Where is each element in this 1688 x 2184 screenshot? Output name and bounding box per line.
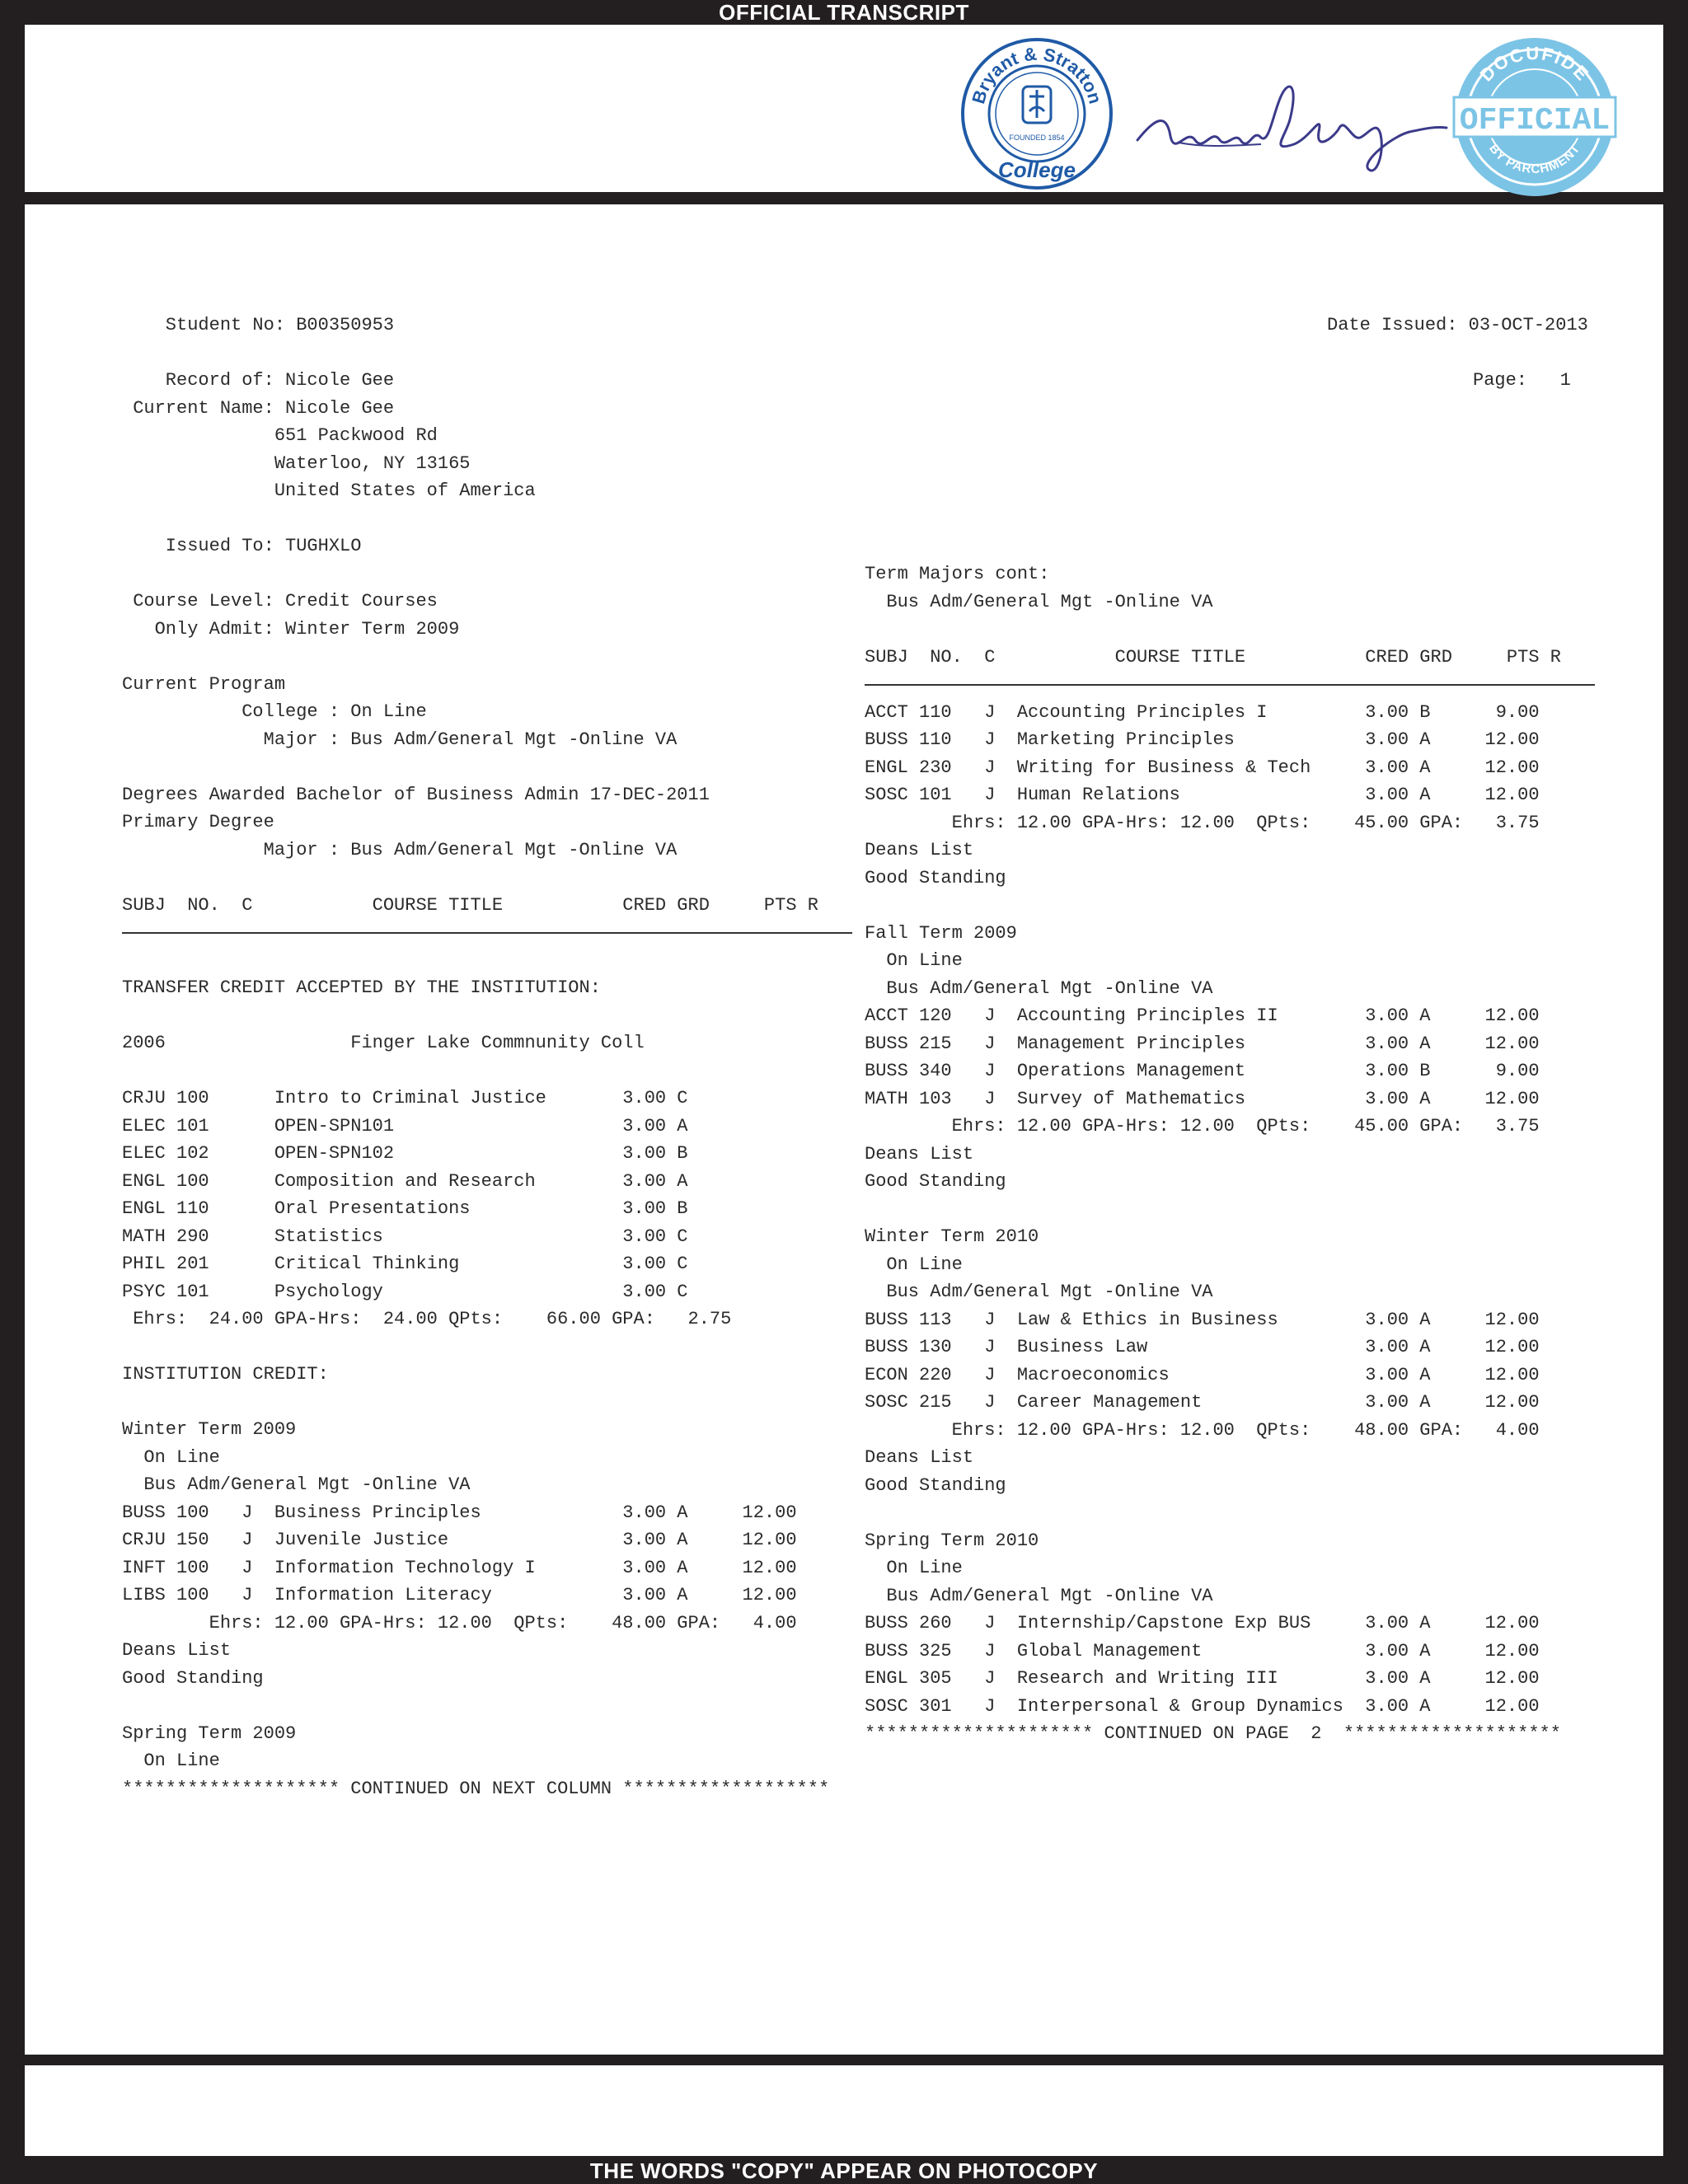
badge-top-text: DOCUFIDE — [1475, 42, 1594, 86]
official-badge-icon — [1452, 35, 1617, 199]
right-column-line: Good Standing — [865, 867, 1006, 888]
right-column-line: SUBJ NO. C COURSE TITLE CRED GRD PTS R — [865, 646, 1561, 668]
signature-icon — [1129, 62, 1459, 185]
right-column-line: ********************* CONTINUED ON PAGE 2 ******************** — [865, 1723, 1561, 1744]
left-column-line: Winter Term 2009 — [122, 1419, 297, 1440]
left-column-line: Major : Bus Adm/General Mgt -Online VA — [122, 839, 678, 860]
right-column-line — [865, 1499, 1561, 1527]
left-column-line: Major : Bus Adm/General Mgt -Online VA — [122, 729, 678, 750]
right-column-line: Deans List — [865, 1143, 974, 1165]
right-column-line: BUSS 110 J Marketing Principles 3.00 A 12.00 — [865, 729, 1540, 750]
right-column-line: SOSC 101 J Human Relations 3.00 A 12.00 — [865, 785, 1540, 805]
left-column-line: Course Level: Credit Courses — [122, 591, 438, 612]
left-column-line: Ehrs: 24.00 GPA-Hrs: 24.00 QPts: 66.00 GPA: 2.75 — [122, 1309, 732, 1329]
left-column-line: United States of America — [122, 480, 536, 501]
right-column-line: Bus Adm/General Mgt -Online VA — [865, 1282, 1213, 1302]
right-column-line: MATH 103 J Survey of Mathematics 3.00 A 12.00 — [865, 1088, 1540, 1109]
left-column-line: 651 Packwood Rd — [122, 425, 438, 446]
student-number: Student No: B00350953 — [122, 315, 395, 335]
right-column-line: ACCT 110 J Accounting Principles I 3.00 B 9.00 — [865, 701, 1540, 723]
right-column-line: BUSS 113 J Law & Ethics in Business 3.00 A 12.00 — [865, 1309, 1540, 1330]
left-column-line: Ehrs: 12.00 GPA-Hrs: 12.00 QPts: 48.00 GPA: 4.00 — [122, 1612, 797, 1633]
left-column-line: Primary Degree — [122, 812, 274, 832]
right-column-line: ACCT 120 J Accounting Principles II 3.00 A 12.00 — [865, 1005, 1540, 1026]
left-column-line: TRANSFER CREDIT ACCEPTED BY THE INSTITUTION: — [122, 977, 601, 998]
left-column-line: SUBJ NO. C COURSE TITLE CRED GRD PTS R — [122, 894, 818, 916]
left-column-line — [122, 1692, 829, 1720]
right-column-line: Good Standing — [865, 1171, 1006, 1192]
left-column-line: Current Program — [122, 673, 286, 695]
right-column-line — [865, 892, 1561, 920]
left-column-line — [122, 1057, 829, 1085]
right-column-line: BUSS 340 J Operations Management 3.00 B 9.00 — [865, 1061, 1540, 1081]
left-column-line: Spring Term 2009 — [122, 1722, 297, 1744]
right-column — [865, 560, 1561, 1748]
left-column-line — [122, 947, 829, 975]
left-column-line: Bus Adm/General Mgt -Online VA — [122, 1474, 471, 1495]
right-column-line: On Line — [865, 1558, 963, 1578]
right-column-line: Deans List — [865, 840, 974, 860]
right-column-line: ENGL 305 J Research and Writing III 3.00 A 12.00 — [865, 1668, 1540, 1689]
left-column-line: INSTITUTION CREDIT: — [122, 1364, 329, 1385]
right-column-line: Ehrs: 12.00 GPA-Hrs: 12.00 QPts: 48.00 GPA: 4.00 — [865, 1419, 1540, 1441]
left-column-line: Deans List — [122, 1640, 232, 1661]
left-column-line: College : On Line — [122, 701, 427, 722]
right-column-line: ECON 220 J Macroeconomics 3.00 A 12.00 — [865, 1364, 1540, 1385]
right-column-line: Deans List — [865, 1447, 974, 1468]
right-column-line: BUSS 215 J Management Principles 3.00 A 12.00 — [865, 1033, 1540, 1054]
badge-main-text: OFFICIAL — [1459, 103, 1611, 138]
college-seal-icon — [960, 37, 1114, 190]
seal-college: College — [998, 157, 1076, 182]
left-column-line — [122, 1389, 829, 1417]
right-column-line: BUSS 325 J Global Management 3.00 A 12.00 — [865, 1640, 1540, 1661]
left-column-line: MATH 290 Statistics 3.00 C — [122, 1226, 688, 1247]
left-column-line: ******************** CONTINUED ON NEXT COLUMN ******************* — [122, 1778, 830, 1799]
right-column-line: Term Majors cont: — [865, 564, 1050, 584]
left-column-line: ENGL 110 Oral Presentations 3.00 B — [122, 1198, 688, 1219]
left-column-line: Degrees Awarded Bachelor of Business Admin 17-DEC-2011 — [122, 784, 710, 805]
left-column-line — [122, 1333, 829, 1361]
right-column-line: Bus Adm/General Mgt -Online VA — [865, 977, 1213, 999]
left-column-line: Current Name: Nicole Gee — [122, 397, 395, 419]
left-column-line: Waterloo, NY 13165 — [122, 452, 471, 474]
right-column-line: ENGL 230 J Writing for Business & Tech 3.00 A 12.00 — [865, 757, 1540, 778]
right-column-line — [865, 616, 1561, 644]
top-banner: OFFICIAL TRANSCRIPT — [719, 0, 969, 25]
left-column-line — [122, 753, 829, 781]
right-column-line: Ehrs: 12.00 GPA-Hrs: 12.00 QPts: 45.00 GPA: 3.75 — [865, 812, 1540, 833]
left-column-rule — [122, 919, 829, 947]
right-column-line: BUSS 260 J Internship/Capstone Exp BUS 3.00 A 12.00 — [865, 1613, 1540, 1633]
left-column-line: INFT 100 J Information Technology I 3.00 A 12.00 — [122, 1557, 797, 1578]
left-column-line: Record of: Nicole Gee — [122, 370, 395, 391]
right-column-line: Bus Adm/General Mgt -Online VA — [865, 591, 1213, 612]
left-column-line: Issued To: TUGHXLO — [122, 536, 362, 556]
right-column-line: Bus Adm/General Mgt -Online VA — [865, 1585, 1213, 1606]
left-column-line: ENGL 100 Composition and Research 3.00 A — [122, 1170, 688, 1192]
right-column-line: SOSC 301 J Interpersonal & Group Dynamics 3.00 A 12.00 — [865, 1695, 1540, 1717]
left-column-line: On Line — [122, 1446, 220, 1468]
right-column-line: Winter Term 2010 — [865, 1226, 1039, 1247]
left-column-line: CRJU 100 Intro to Criminal Justice 3.00 C — [122, 1088, 688, 1108]
left-column — [122, 367, 829, 1802]
left-column-line: ELEC 102 OPEN-SPN102 3.00 B — [122, 1143, 688, 1164]
left-column-line: 2006 Finger Lake Commnunity Coll — [122, 1033, 645, 1053]
left-column-line: On Line — [122, 1750, 220, 1771]
footer-panel — [25, 2065, 1663, 2156]
bottom-banner: THE WORDS "COPY" APPEAR ON PHOTOCOPY — [589, 2158, 1099, 2183]
right-column-line: Good Standing — [865, 1474, 1006, 1496]
left-column-line: Only Admit: Winter Term 2009 — [122, 618, 460, 640]
date-issued: Date Issued: 03-OCT-2013 — [1327, 315, 1588, 335]
seal-founded: FOUNDED 1854 — [1009, 134, 1065, 142]
left-column-line: PHIL 201 Critical Thinking 3.00 C — [122, 1254, 688, 1274]
right-column-line — [865, 1196, 1561, 1224]
left-column-line: ELEC 101 OPEN-SPN101 3.00 A — [122, 1115, 688, 1137]
right-column-line: SOSC 215 J Career Management 3.00 A 12.00 — [865, 1392, 1540, 1413]
left-column-line: PSYC 101 Psychology 3.00 C — [122, 1281, 688, 1302]
right-column-line: Spring Term 2010 — [865, 1530, 1039, 1551]
seal-name: Bryant & Stratton — [968, 43, 1106, 106]
right-column-rule — [865, 671, 1561, 699]
left-column-line: Good Standing — [122, 1667, 264, 1689]
left-column-line: CRJU 150 J Juvenile Justice 3.00 A 12.00 — [122, 1530, 797, 1550]
left-column-line — [122, 864, 829, 892]
left-column-line — [122, 1002, 829, 1030]
badge-bottom-text: BY PARCHMENT — [1486, 141, 1583, 176]
right-column-line: BUSS 130 J Business Law 3.00 A 12.00 — [865, 1337, 1540, 1357]
page-number: Page: 1 — [1473, 370, 1571, 391]
right-column-line: Ehrs: 12.00 GPA-Hrs: 12.00 QPts: 45.00 GPA: 3.75 — [865, 1116, 1540, 1137]
left-column-line — [122, 643, 829, 671]
left-column-line: LIBS 100 J Information Literacy 3.00 A 12.00 — [122, 1585, 797, 1605]
right-column-line: Fall Term 2009 — [865, 922, 1017, 944]
left-column-line — [122, 560, 829, 588]
left-column-line — [122, 505, 829, 533]
left-column-line: BUSS 100 J Business Principles 3.00 A 12.00 — [122, 1502, 797, 1523]
right-column-line: On Line — [865, 1254, 963, 1275]
right-column-line: On Line — [865, 950, 963, 971]
